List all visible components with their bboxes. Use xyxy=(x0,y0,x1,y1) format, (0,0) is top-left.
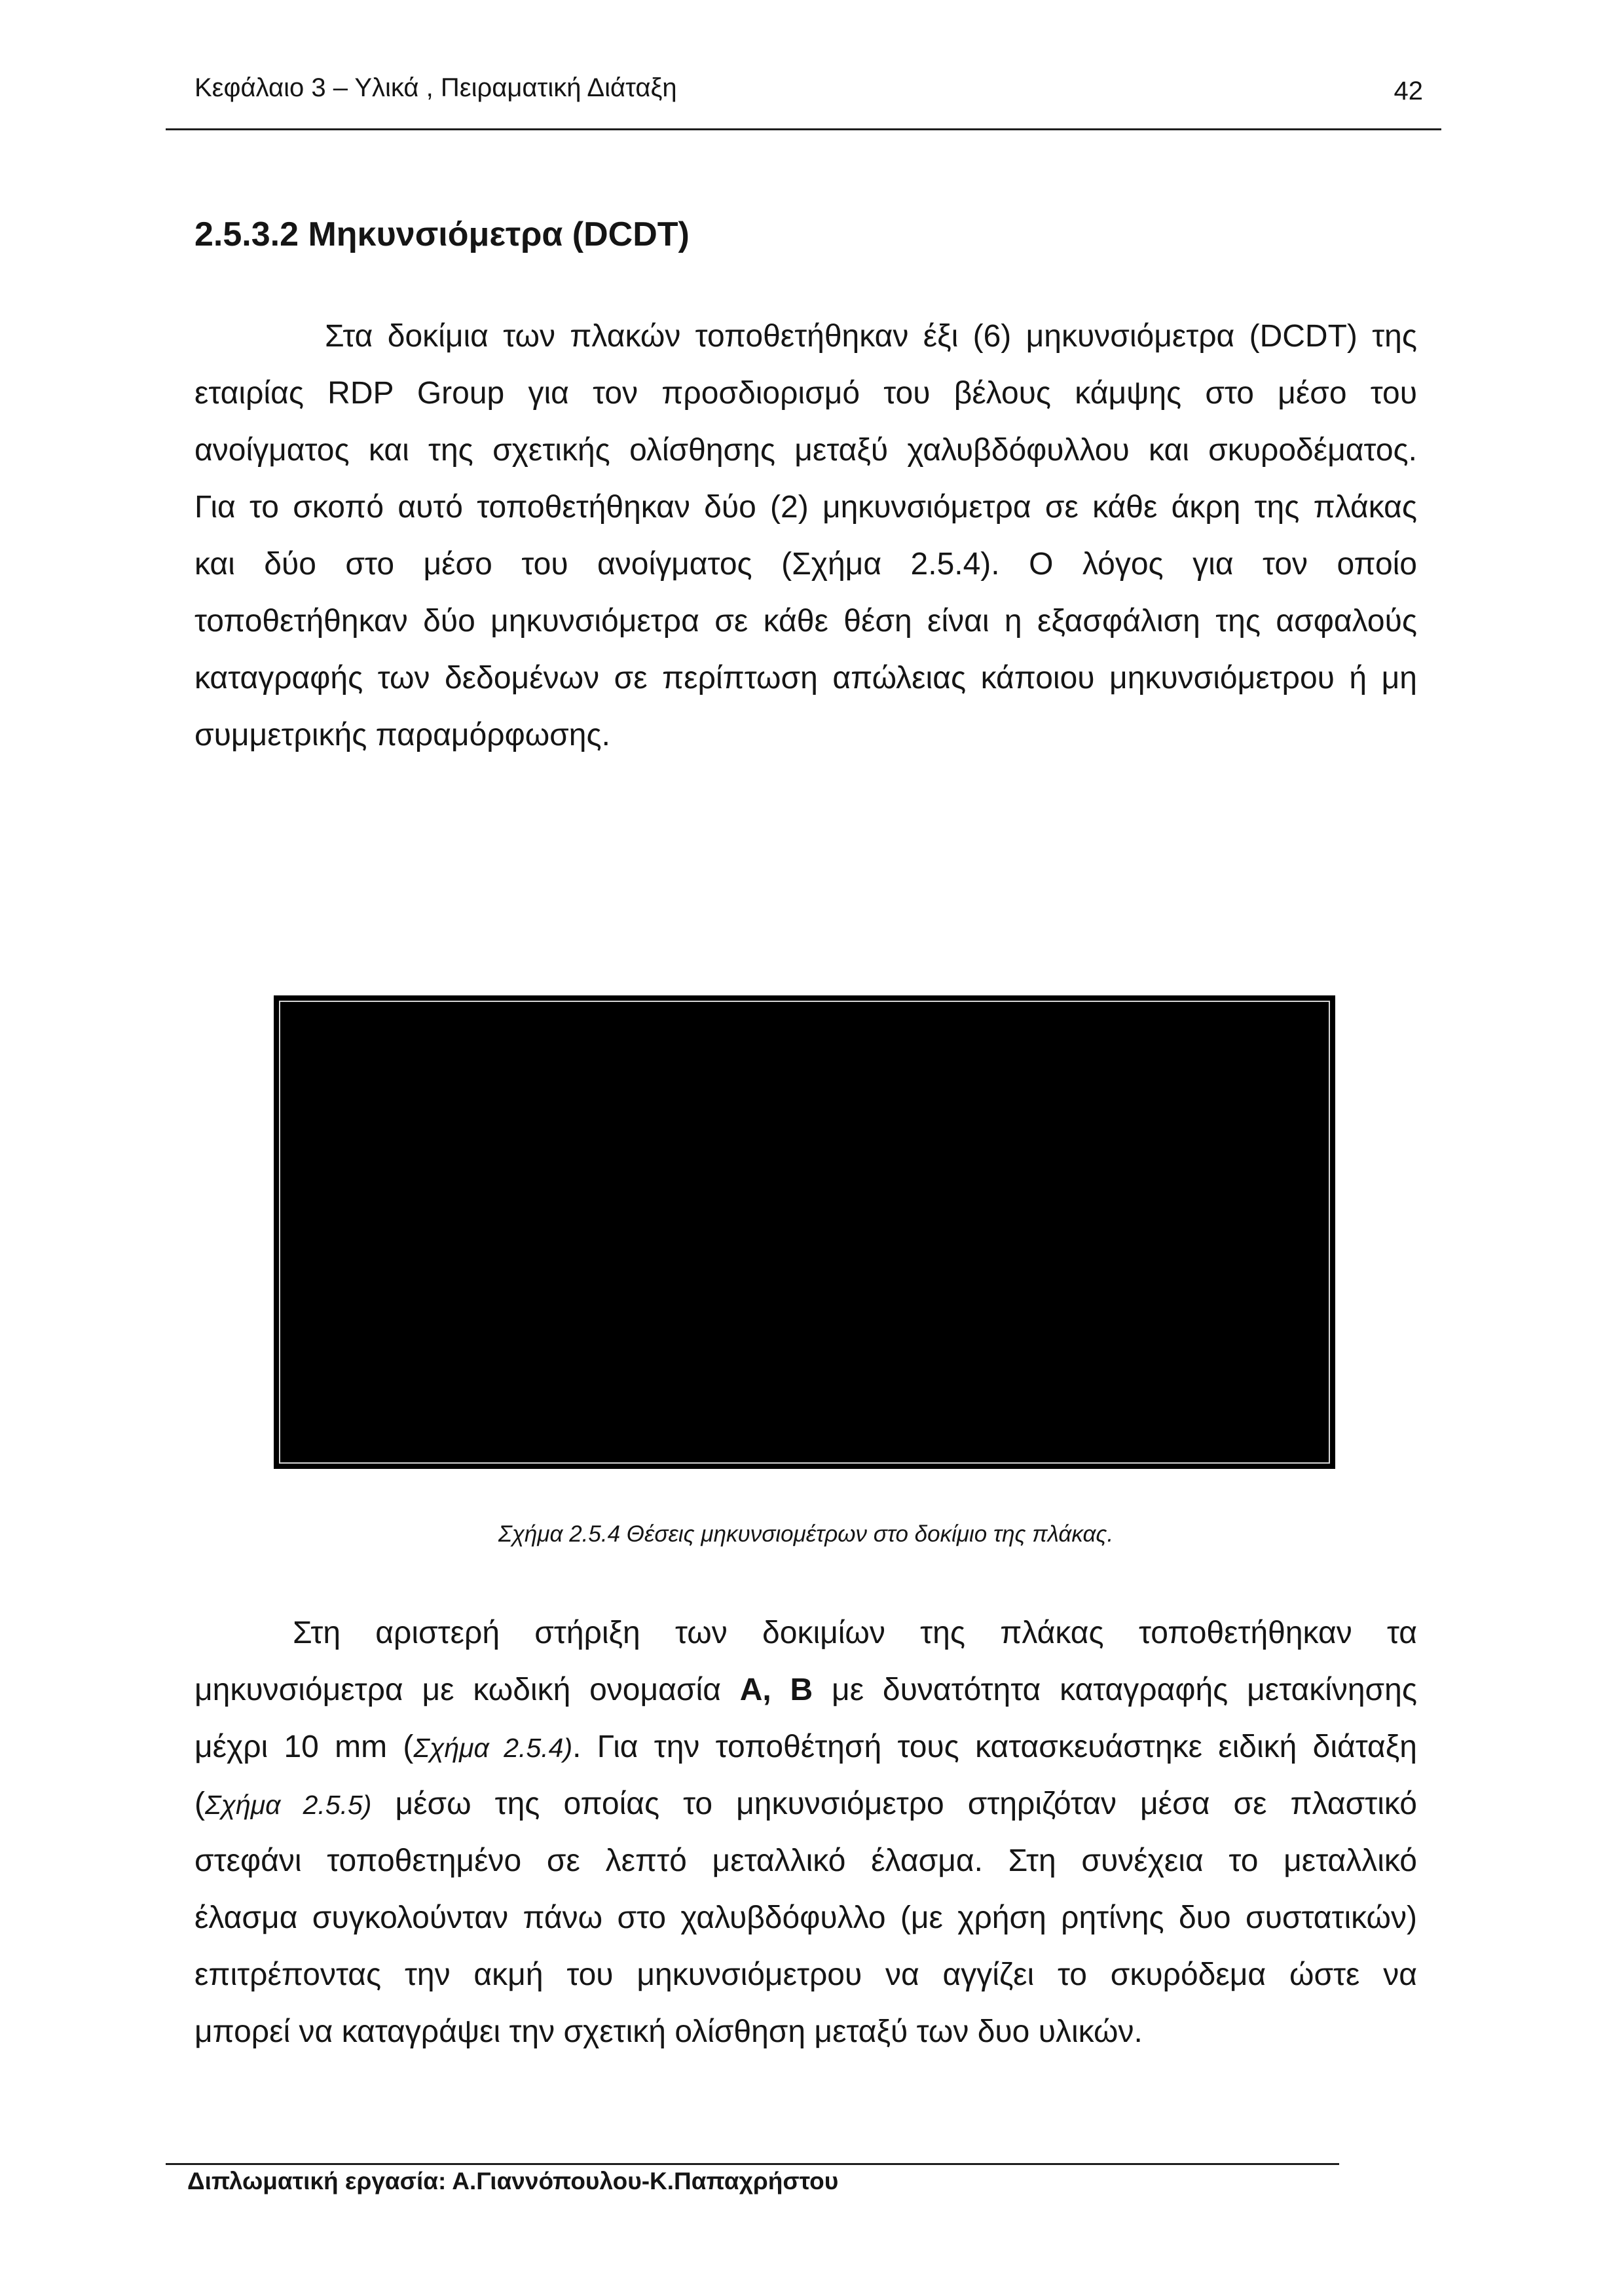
text-segment: μέχρι 10 mm ( xyxy=(194,1730,414,1764)
paragraph-line: Στα δοκίμια των πλακών τοποθετήθηκαν έξι (6) μηκυνσιόμετρα (DCDT) της xyxy=(325,319,1417,354)
figure-reference: Σχήμα 2.5.4) xyxy=(413,1733,573,1763)
paragraph-line: έλασμα συγκολούνταν πάνω στο χαλυβδόφυλλο (με χρήση ρητίνης δυο συστατικών) xyxy=(194,1900,1417,1935)
header-rule xyxy=(166,128,1441,130)
device-codes: A, B xyxy=(739,1673,813,1707)
paragraph-line: μπορεί να καταγράψει την σχετική ολίσθηση μεταξύ των δυο υλικών. xyxy=(194,2014,1143,2049)
text-segment: με δυνατότητα καταγραφής μετακίνησης xyxy=(813,1673,1418,1707)
figure-frame xyxy=(279,1001,1330,1464)
figure-caption: Σχήμα 2.5.4 Θέσεις μηκυνσιομέτρων στο δοκίμιο της πλάκας. xyxy=(498,1521,1114,1547)
footer-rule xyxy=(166,2163,1339,2165)
paragraph-1 xyxy=(194,308,1417,764)
text-segment: μηκυνσιόμετρα με κωδική ονομασία xyxy=(194,1673,740,1707)
paragraph-2 xyxy=(194,1604,1417,2060)
footer-text: Διπλωματική εργασία: Α.Γιαννόπουλου-Κ.Παπαχρήστου xyxy=(187,2168,839,2194)
paragraph-line: επιτρέποντας την ακμή του μηκυνσιόμετρου να αγγίζει το σκυρόδεμα ώστε να xyxy=(194,1957,1417,1992)
chapter-title: Κεφάλαιο 3 – Υλικά , Πειραματική Διάταξη xyxy=(194,73,677,102)
paragraph-line: Για το σκοπό αυτό τοποθετήθηκαν δύο (2) μηκυνσιόμετρα σε κάθε άκρη της πλάκας xyxy=(194,490,1417,525)
text-segment: μέσω της οποίας το μηκυνσιόμετρο στηριζόταν μέσα σε πλαστικό xyxy=(371,1787,1417,1821)
paragraph-line xyxy=(194,1718,1417,1775)
paragraph-line xyxy=(194,1775,1417,1832)
section-heading: 2.5.3.2 Μηκυνσιόμετρα (DCDT) xyxy=(194,215,690,253)
paragraph-line: ανοίγματος και της σχετικής ολίσθησης μεταξύ χαλυβδόφυλλου και σκυροδέματος. xyxy=(194,433,1417,468)
figure-image xyxy=(274,995,1335,1469)
paragraph-line: στεφάνι τοποθετημένο σε λεπτό μεταλλικό έλασμα. Στη συνέχεια το μεταλλικό xyxy=(194,1843,1417,1878)
page-number: 42 xyxy=(1394,77,1423,105)
paragraph-line xyxy=(194,1661,1417,1718)
paragraph-line: καταγραφής των δεδομένων σε περίπτωση απώλειας κάποιου μηκυνσιόμετρου ή μη xyxy=(194,661,1417,695)
text-segment: ( xyxy=(194,1787,205,1821)
paragraph-line: Στη αριστερή στήριξη των δοκιμίων της πλάκας τοποθετήθηκαν τα xyxy=(293,1616,1417,1650)
figure-reference: Σχήμα 2.5.5) xyxy=(204,1790,372,1820)
paragraph-line: συμμετρικής παραμόρφωσης. xyxy=(194,718,610,752)
paragraph-line: και δύο στο μέσο του ανοίγματος (Σχήμα 2.5.4). Ο λόγος για τον οποίο xyxy=(194,547,1417,582)
paragraph-line: εταιρίας RDP Group για τον προσδιορισμό του βέλους κάμψης στο μέσο του xyxy=(194,376,1417,411)
text-segment: . Για την τοποθέτησή τους κατασκευάστηκε ειδική διάταξη xyxy=(572,1730,1417,1764)
paragraph-line: τοποθετήθηκαν δύο μηκυνσιόμετρα σε κάθε θέση είναι η εξασφάλιση της ασφαλούς xyxy=(194,604,1417,639)
